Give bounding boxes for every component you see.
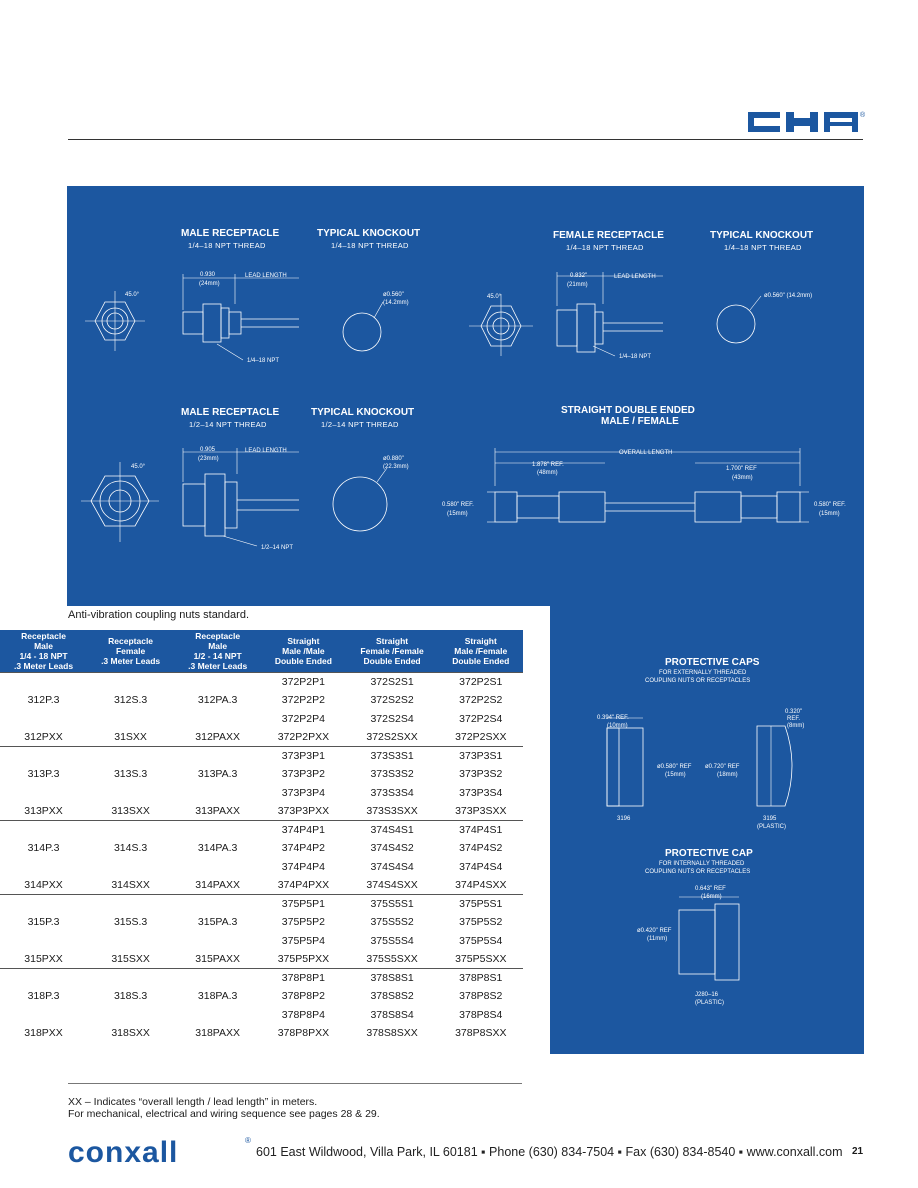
col-header-mf: Straight Male /Female Double Ended: [439, 630, 523, 673]
caps-sub1: FOR EXTERNALLY THREADED: [659, 670, 747, 676]
table-cell: 374P4P2: [281, 842, 325, 855]
table-cell: 312PXX: [24, 731, 63, 743]
table-row: [0, 802, 523, 821]
caps-d4-mm: (18mm): [717, 772, 738, 778]
table-cell: 378S8S2: [370, 990, 414, 1003]
table-cell: 315PAXX: [195, 953, 241, 965]
cap-p1: J280–16: [695, 992, 719, 998]
cap-title: PROTECTIVE CAP: [665, 848, 753, 859]
straight-end-r-mm: (15mm): [819, 511, 840, 517]
table-cell: 31SXX: [114, 731, 147, 743]
col-header-male-12: Receptacle Male 1/2 - 14 NPT .3 Meter Leads: [174, 630, 261, 673]
straight-title-2: MALE / FEMALE: [601, 416, 679, 427]
knock-14a-dia: ø0.560": [383, 292, 404, 298]
footnote: [68, 1096, 380, 1120]
table-cell: [0, 1006, 87, 1025]
table-cell: 378S8SXX: [366, 1027, 418, 1040]
table-cell: 372S2S1: [346, 673, 439, 692]
male-12-thread: 1/2–14 NPT THREAD: [189, 420, 267, 429]
table-cell: [174, 932, 261, 951]
table-cell: 372P2SXX: [455, 731, 507, 743]
table-cell: 312S.3: [113, 694, 148, 707]
caps-d3: ø0.580" REF: [657, 764, 692, 770]
table-cell: 372P2P1: [261, 673, 345, 692]
table-cell: 373P3S4: [459, 786, 503, 799]
caps-d3-mm: (15mm): [665, 772, 686, 778]
knock-12-drawing: [333, 456, 409, 531]
table-cell: 375P5PXX: [277, 953, 330, 965]
caps-drawing: [597, 709, 804, 830]
table-cell: 315SXX: [111, 953, 150, 965]
table-cell: 374S4S2: [370, 842, 414, 855]
table-row: [0, 839, 523, 858]
table-cell: [87, 969, 174, 988]
knock-14a-drawing: [343, 292, 409, 351]
table-cell: 373P3SXX: [455, 805, 507, 817]
caps-p1: 3196: [617, 816, 631, 822]
table-cell: [0, 969, 87, 988]
table-cell: [0, 821, 87, 840]
female-14-thread: 1/4–18 NPT THREAD: [566, 243, 644, 252]
table-cell: 372P2S1: [439, 673, 523, 692]
table-cell: 375S5S1: [346, 895, 439, 914]
caps-d2: 0.320": [785, 709, 803, 715]
table-row: [0, 987, 523, 1006]
male-14-thread: 1/4–18 NPT THREAD: [188, 241, 266, 250]
footer-registered: ®: [245, 1136, 251, 1145]
col-header-ff: Straight Female /Female Double Ended: [346, 630, 439, 673]
table-cell: [174, 969, 261, 988]
table-row: [0, 673, 523, 692]
table-cell: 313PXX: [24, 805, 63, 817]
female-14-len: 0.832": [570, 273, 588, 279]
table-row: [0, 747, 523, 766]
table-row: [0, 913, 523, 932]
table-row: [0, 932, 523, 951]
footer-logo: [68, 1138, 258, 1171]
table-cell: 373P3PXX: [277, 805, 330, 817]
table-cell: [87, 858, 174, 877]
table-cell: 313P.3: [27, 768, 60, 781]
female-14-len-mm: (21mm): [567, 282, 588, 288]
knock-14b-thread: 1/4–18 NPT THREAD: [724, 243, 802, 252]
parts-table: [0, 630, 523, 1043]
footer-address: 601 East Wildwood, Villa Park, IL 60181 ▪ Phone (630) 834-7504 ▪ Fax (630) 834-8540 ▪ www.conxall.com: [256, 1145, 843, 1159]
cap-sub1: FOR INTERNALLY THREADED: [659, 861, 745, 867]
knock-12-dia-mm: (22.3mm): [383, 464, 409, 470]
table-row: [0, 876, 523, 895]
table-row: [0, 765, 523, 784]
table-cell: [87, 784, 174, 803]
table-cell: 375P5P4: [281, 934, 325, 947]
straight-left: 1.878" REF.: [532, 462, 564, 468]
female-14-npt: 1/4–18 NPT: [619, 354, 652, 360]
male-14-angle: 45.0°: [125, 292, 140, 298]
table-cell: [174, 1006, 261, 1025]
male-12-len: 0.905: [200, 447, 216, 453]
table-cell: 378P8S2: [459, 990, 503, 1003]
caps-d2b: REF.: [787, 716, 801, 722]
footnote-line-2: For mechanical, electrical and wiring sequence see pages 28 & 29.: [68, 1108, 380, 1120]
page-number: 21: [852, 1146, 864, 1157]
table-cell: 375S5S2: [370, 916, 414, 929]
female-14-title: FEMALE RECEPTACLE: [553, 230, 664, 241]
table-row: [0, 895, 523, 914]
table-cell: [87, 673, 174, 692]
table-row: [0, 728, 523, 747]
knock-12-dia: ø0.880": [383, 456, 404, 462]
table-cell: 314SXX: [111, 879, 150, 891]
male-12-angle: 45.0°: [131, 464, 146, 470]
table-cell: 315PXX: [24, 953, 63, 965]
male-14-lead: LEAD LENGTH: [245, 273, 287, 279]
table-cell: 375P5SXX: [455, 953, 507, 965]
table-cell: 313PAXX: [195, 805, 241, 817]
table-cell: 375P5S4: [459, 934, 503, 947]
male-12-drawing: [81, 447, 299, 551]
table-cell: 372S2S2: [370, 694, 414, 707]
table-cell: [174, 747, 261, 766]
cap-sub2: COUPLING NUTS OR RECEPTACLES: [645, 869, 751, 875]
table-cell: 312PAXX: [195, 731, 241, 743]
table-cell: [174, 895, 261, 914]
table-row: [0, 1006, 523, 1025]
table-cell: 373S3S2: [370, 768, 414, 781]
table-cell: 373P3P1: [261, 747, 345, 766]
table-row: [0, 950, 523, 969]
cap-d1: 0.643" REF: [695, 886, 726, 892]
straight-title-1: STRAIGHT DOUBLE ENDED: [561, 405, 695, 416]
male-12-lead: LEAD LENGTH: [245, 448, 287, 454]
caps-d2-mm: (8mm): [787, 723, 805, 729]
table-cell: 312P.3: [27, 694, 60, 707]
table-cell: 378P8SXX: [455, 1027, 507, 1040]
table-cell: 372S2S4: [370, 712, 414, 725]
table-cell: 314PA.3: [197, 842, 238, 855]
table-cell: [0, 784, 87, 803]
table-cell: 374S4SXX: [366, 879, 418, 891]
table-cell: 315S.3: [113, 916, 148, 929]
table-cell: 375P5P1: [261, 895, 345, 914]
table-cell: 378P8P4: [281, 1008, 325, 1021]
cap-d2-mm: (11mm): [647, 936, 668, 942]
table-row: [0, 821, 523, 840]
male-14-npt: 1/4–18 NPT: [247, 358, 280, 364]
table-cell: 378P8PXX: [277, 1027, 330, 1040]
table-cell: 372P2P2: [281, 694, 325, 707]
table-cell: [174, 710, 261, 729]
table-cell: [0, 858, 87, 877]
table-cell: 378S8S4: [370, 1008, 414, 1021]
caps-sub2: COUPLING NUTS OR RECEPTACLES: [645, 678, 751, 684]
table-cell: 318PA.3: [197, 990, 238, 1003]
table-cell: 318SXX: [111, 1027, 150, 1040]
table-cell: [87, 821, 174, 840]
table-cell: 378P8S1: [439, 969, 523, 988]
caps-title: PROTECTIVE CAPS: [665, 657, 760, 668]
male-14-drawing: [85, 272, 299, 364]
knock-14b-title: TYPICAL KNOCKOUT: [710, 230, 814, 241]
footnote-rule: [68, 1083, 522, 1084]
table-cell: [87, 710, 174, 729]
table-cell: [87, 747, 174, 766]
caps-p2: 3195: [763, 816, 777, 822]
table-cell: 374P4P4: [281, 860, 325, 873]
table-cell: 318P.3: [27, 990, 60, 1003]
conxall-wordmark: conxall: [68, 1138, 179, 1166]
table-cell: 315P.3: [27, 916, 60, 929]
table-row: [0, 710, 523, 729]
table-cell: 374P4S1: [439, 821, 523, 840]
male-12-title: MALE RECEPTACLE: [181, 407, 280, 418]
male-14-len-mm: (24mm): [199, 281, 220, 287]
female-14-lead: LEAD LENGTH: [614, 274, 656, 280]
table-cell: [87, 932, 174, 951]
straight-end-r: 0.580" REF.: [814, 502, 846, 508]
col-header-female: Receptacle Female .3 Meter Leads: [87, 630, 174, 673]
table-cell: [174, 784, 261, 803]
straight-overall: OVERALL LENGTH: [619, 450, 673, 456]
knock-12-thread: 1/2–14 NPT THREAD: [321, 420, 399, 429]
table-cell: 375P5P2: [281, 916, 325, 929]
table-row: [0, 858, 523, 877]
table-cell: 374P4P1: [261, 821, 345, 840]
table-cell: [0, 747, 87, 766]
female-14-drawing: [469, 272, 663, 360]
table-cell: 378S8S1: [346, 969, 439, 988]
male-14-title: MALE RECEPTACLE: [181, 228, 280, 239]
cap-d1-mm: (16mm): [701, 894, 722, 900]
table-cell: [0, 895, 87, 914]
table-cell: 318PAXX: [195, 1027, 241, 1040]
table-cell: 378P8S4: [459, 1008, 503, 1021]
table-cell: [174, 673, 261, 692]
straight-left-mm: (48mm): [537, 470, 558, 476]
table-cell: 378P8P1: [261, 969, 345, 988]
cap-p1-mat: (PLASTIC): [695, 1000, 725, 1006]
table-cell: 372P2S4: [459, 712, 503, 725]
caps-d1: 0.394" REF.: [597, 715, 629, 721]
table-cell: 374P4S4: [459, 860, 503, 873]
table-cell: [0, 673, 87, 692]
straight-drawing: [442, 448, 846, 522]
table-cell: 374P4SXX: [455, 879, 507, 891]
header-rule: [68, 139, 863, 140]
table-cell: 373P3P2: [281, 768, 325, 781]
knock-14b-drawing: [717, 293, 812, 343]
table-cell: 373S3SXX: [366, 805, 418, 817]
table-cell: 372S2SXX: [366, 731, 418, 743]
table-cell: 372P2P4: [281, 712, 325, 725]
caps-d4: ø0.720" REF: [705, 764, 740, 770]
male-12-len-mm: (23mm): [198, 456, 219, 462]
table-cell: 374S4S4: [370, 860, 414, 873]
table-cell: 373S3S4: [370, 786, 414, 799]
table-cell: [174, 858, 261, 877]
table-cell: 313PA.3: [197, 768, 238, 781]
table-cell: 372P2S2: [459, 694, 503, 707]
table-cell: 375S5SXX: [366, 953, 418, 965]
table-cell: 314PAXX: [195, 879, 241, 891]
knock-14a-thread: 1/4–18 NPT THREAD: [331, 241, 409, 250]
table-cell: 378P8P2: [281, 990, 325, 1003]
table-cell: 373S3S1: [346, 747, 439, 766]
cap-drawing: [637, 886, 739, 1006]
conxall-logo: [68, 1138, 258, 1166]
note-top: Anti-vibration coupling nuts standard.: [68, 609, 249, 621]
knock-14b-dia: ø0.560" (14.2mm): [764, 293, 813, 299]
straight-right: 1.700" REF: [726, 466, 757, 472]
table-row: [0, 784, 523, 803]
table-cell: 318PXX: [24, 1027, 63, 1040]
knock-14a-title: TYPICAL KNOCKOUT: [317, 228, 421, 239]
knock-12-title: TYPICAL KNOCKOUT: [311, 407, 415, 418]
table-cell: 374S4S1: [346, 821, 439, 840]
table-cell: [87, 895, 174, 914]
table-cell: 375P5S1: [439, 895, 523, 914]
table-cell: 373P3P4: [281, 786, 325, 799]
table-cell: 372P2PXX: [277, 731, 330, 743]
table-cell: [174, 821, 261, 840]
table-cell: [87, 1006, 174, 1025]
table-cell: 313SXX: [111, 805, 150, 817]
table-cell: 374P4PXX: [277, 879, 330, 891]
table-row: [0, 1024, 523, 1043]
col-header-male-14: Receptacle Male 1/4 - 18 NPT .3 Meter Leads: [0, 630, 87, 673]
table-cell: 375S5S4: [370, 934, 414, 947]
table-cell: 312PA.3: [197, 694, 238, 707]
table-row: [0, 969, 523, 988]
table-cell: 314P.3: [27, 842, 60, 855]
table-cell: 313S.3: [113, 768, 148, 781]
straight-end-l: 0.580" REF.: [442, 502, 474, 508]
female-14-angle: 45.0°: [487, 294, 502, 300]
knock-14a-dia-mm: (14.2mm): [383, 300, 409, 306]
straight-end-l-mm: (15mm): [447, 511, 468, 517]
straight-right-mm: (43mm): [732, 475, 753, 481]
table-cell: 375P5S2: [459, 916, 503, 929]
col-header-mm: Straight Male /Male Double Ended: [261, 630, 345, 673]
table-body: [0, 673, 523, 1043]
table-cell: 314S.3: [113, 842, 148, 855]
table-header-row: [0, 630, 523, 673]
table-cell: 373P3S1: [439, 747, 523, 766]
cxa-logo-mark: [748, 108, 868, 134]
footnote-line-1: XX – Indicates “overall length / lead length” in meters.: [68, 1096, 318, 1108]
table-cell: [0, 932, 87, 951]
male-12-npt: 1/2–14 NPT: [261, 545, 294, 551]
table-cell: 314PXX: [24, 879, 63, 891]
caps-d1-mm: (10mm): [607, 723, 628, 729]
caps-p2-mat: (PLASTIC): [757, 824, 787, 830]
registered-mark: ®: [860, 112, 866, 119]
table-cell: 315PA.3: [197, 916, 238, 929]
table-cell: 318S.3: [113, 990, 148, 1003]
cap-d2: ø0.420" REF: [637, 928, 672, 934]
table-row: [0, 691, 523, 710]
male-14-len: 0.930: [200, 272, 216, 278]
header-logo: [748, 108, 868, 134]
table-cell: 374P4S2: [459, 842, 503, 855]
table-cell: [0, 710, 87, 729]
table-cell: 373P3S2: [459, 768, 503, 781]
